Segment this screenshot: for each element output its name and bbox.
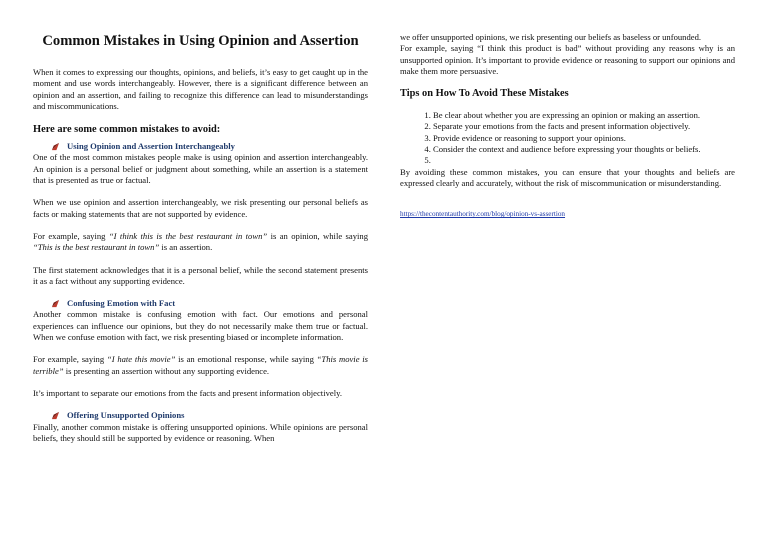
mistake2-heading xyxy=(51,298,368,309)
mistake2-paragraph-1: Another common mistake is confusing emotion with fact. Our emotions and personal experiences can influence our opinions, but they do not necessarily make them true or factual. When we confuse emotion with fact, we risk presenting biased or incomplete information. xyxy=(33,309,368,343)
intro-paragraph: When it comes to expressing our thoughts, opinions, and beliefs, it’s easy to get caught up in the moment and use words interchangeably. However, there is a significant difference between an opinion and an assertion, and failing to recognize this difference can lead to misunderstandings and miscommunications. xyxy=(33,67,368,111)
mistake1-paragraph-1: One of the most common mistakes people make is using opinion and assertion interchangeably. An opinion is a personal belief or judgment about something, while an assertion is a statement that is presented as true or factual. xyxy=(33,152,368,186)
mistake3-paragraph-1-right: we offer unsupported opinions, we risk presenting our beliefs as baseless or unfounded. xyxy=(400,32,702,42)
mistake1-example-quote-2: “This is the best restaurant in town” xyxy=(33,242,160,253)
tips-list xyxy=(400,110,735,166)
tips-list-item: 1. Be clear about whether you are expressing an opinion or making an assertion. xyxy=(433,110,735,121)
tips-heading: Tips on How To Avoid These Mistakes xyxy=(400,88,569,100)
mistake3-paragraph-2: For example, saying “I think this product is bad” without providing any reasons why is an unsupported opinion. It’s important to provide evidence or reasoning to support our opinions and make them more persuasive. xyxy=(400,43,735,76)
mistake2-heading-text: Confusing Emotion with Fact xyxy=(67,298,176,309)
arrow-bullet-icon xyxy=(51,299,60,308)
left-column xyxy=(33,0,368,444)
mistake1-example-quote-1: “I think this is the best restaurant in town” xyxy=(108,230,268,241)
mistake1-paragraph-4: The first statement acknowledges that it is a personal belief, while the second statement presents it as a fact without any supporting evidence. xyxy=(33,264,368,286)
mistake2-example-post: is presenting an assertion without any supporting evidence. xyxy=(63,365,270,376)
mistake2-example-pre: For example, saying xyxy=(33,354,107,365)
mistake3-paragraph-1-left: Finally, another common mistake is offering unsupported opinions. While opinions are personal beliefs, they should still be supported by evidence or reasoning. When xyxy=(33,421,368,443)
mistake1-example xyxy=(33,231,368,254)
arrow-bullet-icon xyxy=(51,142,60,151)
mistake1-example-mid: is an opinion, while saying xyxy=(267,230,368,241)
mistake2-example-quote-2: “This movie is terrible” xyxy=(33,354,368,376)
tips-list-item: 4. Consider the context and audience before expressing your thoughts or beliefs. xyxy=(433,144,735,155)
mistake1-example-pre: For example, saying xyxy=(33,230,109,241)
mistake1-paragraph-2: When we use opinion and assertion interchangeably, we risk presenting our personal beliefs as facts or making statements that are not supported by evidence. xyxy=(33,197,368,219)
mistake3-heading-text: Offering Unsupported Opinions xyxy=(67,410,185,421)
mistake1-heading-text: Using Opinion and Assertion Interchangeably xyxy=(67,141,235,152)
mistake1-heading xyxy=(51,141,368,152)
conclusion-paragraph: By avoiding these common mistakes, you can ensure that your thoughts and beliefs are expressed clearly and accurately, without the risk of miscommunication or misunderstanding. xyxy=(400,166,735,188)
mistake3-heading xyxy=(51,410,368,421)
arrow-bullet-icon xyxy=(51,411,60,420)
source-link[interactable]: https://thecontentauthority.com/blog/opinion-vs-assertion xyxy=(400,210,566,219)
mistake1-example-post: is an assertion. xyxy=(159,242,213,253)
tips-list-item: 3. Provide evidence or reasoning to support your opinions. xyxy=(433,133,735,144)
tips-list-item xyxy=(433,155,735,166)
mistakes-heading: Here are some common mistakes to avoid: xyxy=(33,124,221,136)
mistake2-example xyxy=(33,354,368,377)
right-column xyxy=(400,32,735,221)
page-title: Common Mistakes in Using Opinion and Assertion xyxy=(42,33,359,49)
tips-list-item: 2. Separate your emotions from the facts and present information objectively. xyxy=(433,121,735,132)
mistake2-example-mid: is an emotional response, while saying xyxy=(175,354,317,365)
mistake2-example-quote-1: “I hate this movie” xyxy=(106,354,176,365)
mistake2-paragraph-3: It’s important to separate our emotions from the facts and present information objectively. xyxy=(33,387,342,398)
